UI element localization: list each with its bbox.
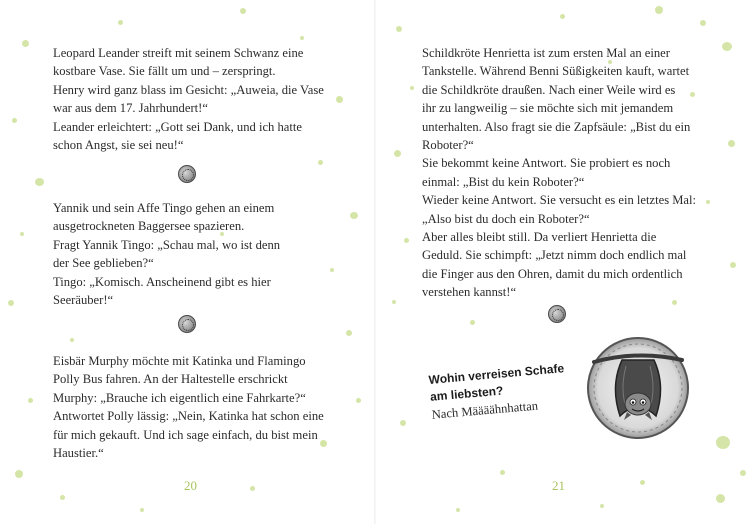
joke-yannik-tingo: Yannik und sein Affe Tingo gehen an einem ausgetrockneten Baggersee spazieren. Fragt Yannik Tingo: „Schau mal, wo ist denn der See geblieben?“ Tingo: „Komisch. Anscheinend gibt es hier Seeräuber!“ (53, 201, 281, 308)
coin-icon (548, 305, 566, 323)
riddle-question: Wohin verreisen Schafe am liebsten? (428, 361, 565, 404)
joke-eisbaer-murphy: Eisbär Murphy möchte mit Katinka und Flamingo Polly Bus fahren. An der Haltestelle erschrickt Murphy: „Brauche ich eigentlich eine Fahrkarte?“ Antwortet Polly lässig: „Nein, Katinka hat schon eine für mich gekauft. Und ich sage einfach, du bist mein Haustier.“ (53, 354, 324, 461)
coin-icon (178, 165, 196, 183)
joke-schildkroete-henrietta: Schildkröte Henrietta ist zum ersten Mal an einer Tankstelle. Während Benni Süßigkeiten kauft, wartet die Schildkröte draußen. Nach einer Weile wird es ihr zu langweilig – sie möchte sich mit jemandem unterhalten. Also fragt sie die Zapfsäule: „Bist du ein Roboter?“ Sie bekommt keine Antwort. Sie probiert es noch einmal: „Bist du kein Roboter?“ Wieder keine Antwort. Sie versucht es ein letztes Mal: „Also bist du doch ein Roboter?“ Aber alles bleibt still. Da verliert Henrietta die Geduld. Sie schimpft: „Jetzt nimm doch endlich mal die Finger aus den Ohren, damit du mich ordentlich verstehen kannst!“ (422, 46, 697, 300)
book-gutter (374, 0, 376, 524)
riddle-answer: Nach Määäähnhattan (431, 398, 539, 422)
joke-leopard-leander: Leopard Leander streift mit seinem Schwanz eine kostbare Vase. Sie fällt um und – zerspringt. Henry wird ganz blass im Gesicht: „Auweia, die Vase war aus dem 17. Jahrhundert!“ Leander erleichtert: „Gott sei Dank, und ich hatte schon Angst, sie sei neu!“ (53, 46, 324, 153)
coin-icon (178, 315, 196, 333)
page-number-left: 20 (184, 478, 197, 493)
bat-illustration (586, 336, 690, 440)
riddle-block (428, 360, 568, 424)
page-number-right: 21 (552, 478, 565, 493)
